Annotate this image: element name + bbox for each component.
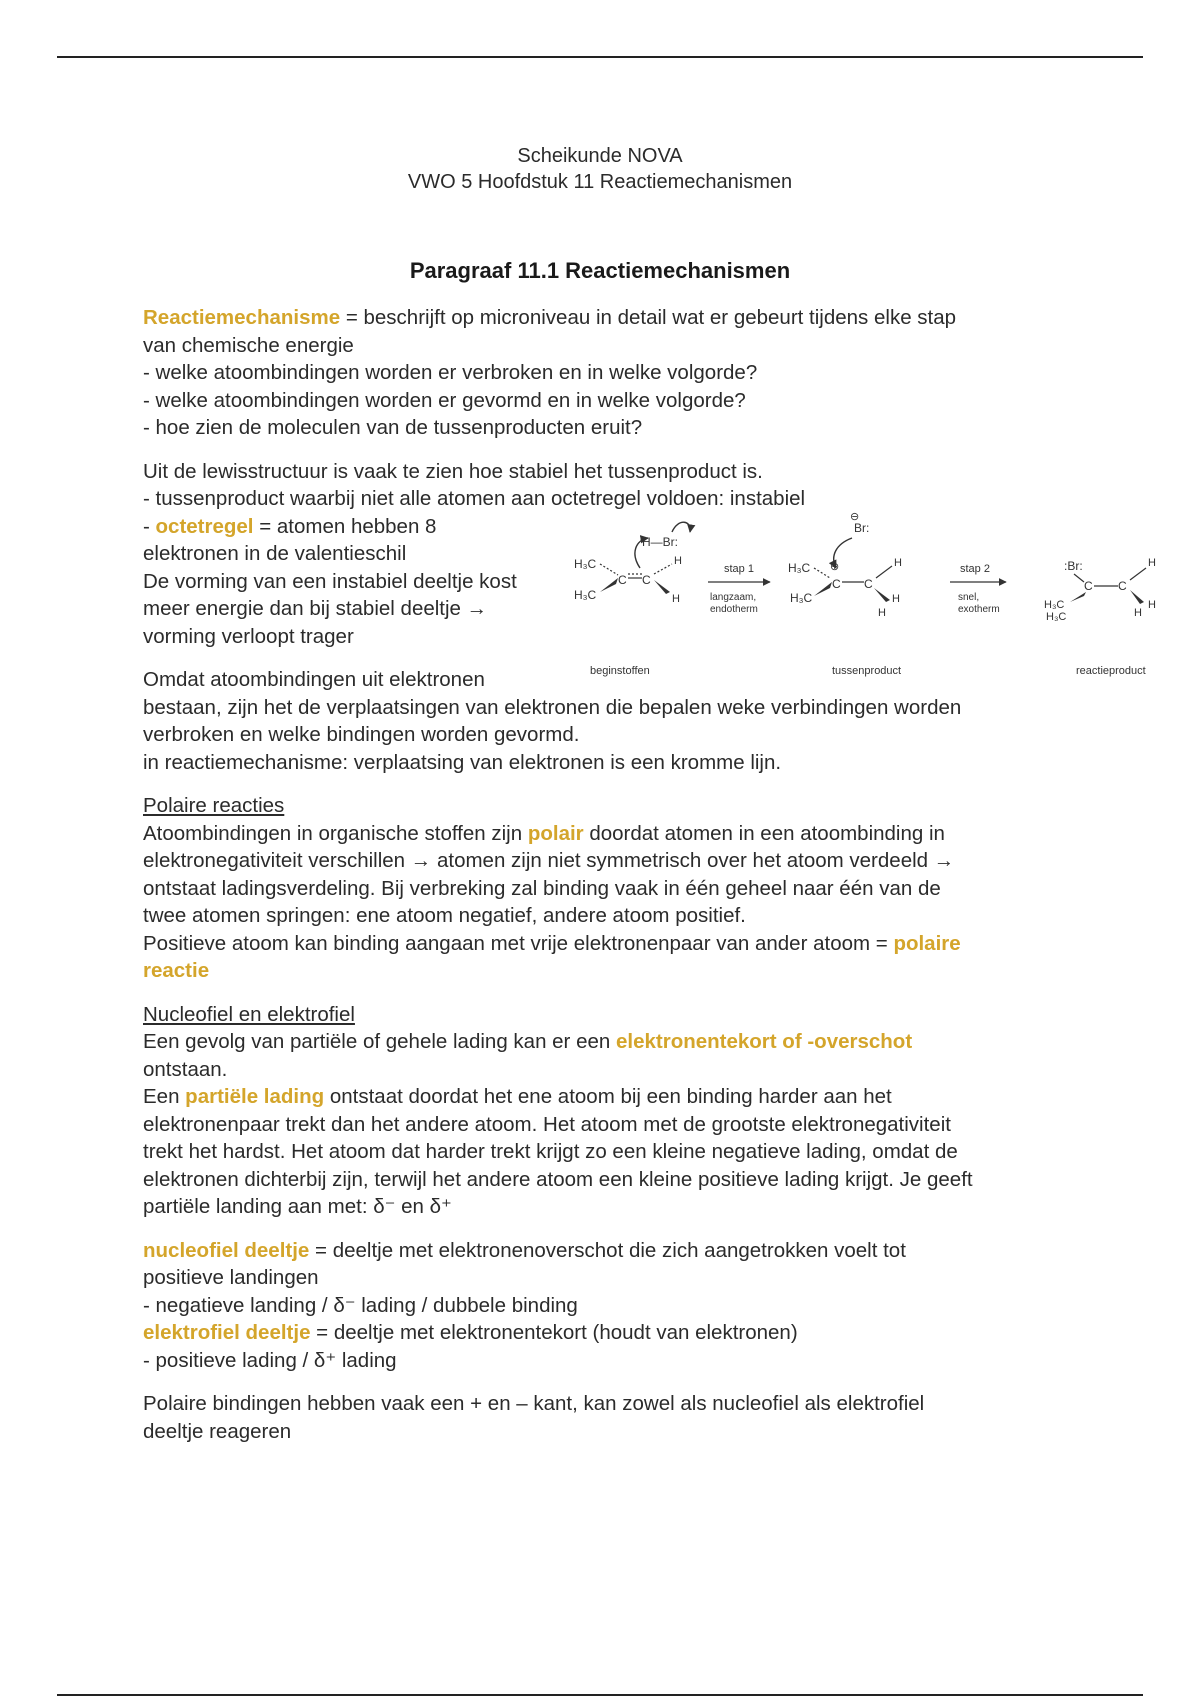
electrons-line: Omdat atoombindingen uit elektronen <box>143 668 485 691</box>
plus-charge: ⊕ <box>830 561 840 573</box>
step1-desc: endotherm <box>710 604 758 615</box>
polar-line: Atoombindingen in organische stoffen zijn polair doordat atomen in een atoombinding in <box>143 821 945 845</box>
carbon-label: C <box>832 577 841 591</box>
nucleo-line: Een partiële lading ontstaat doordat het ene atoom bij een binding harder aan het <box>143 1085 892 1108</box>
h3c-label: H₃C <box>790 591 813 605</box>
top-rule <box>57 56 1143 58</box>
wedge-bond <box>874 588 890 602</box>
carbon-label: C <box>642 573 651 587</box>
step1-desc: langzaam, <box>710 592 757 603</box>
label-tussenproduct: tussenproduct <box>832 665 902 677</box>
term-reactiemechanisme: Reactiemechanisme <box>143 306 341 329</box>
h-label: H <box>892 593 900 605</box>
polar-line: Positieve atoom kan binding aangaan met vrije elektronenpaar van ander atoom = polaire <box>143 931 961 955</box>
bond <box>876 566 892 578</box>
wedge-bond <box>654 580 670 594</box>
closing-line: Polaire bindingen hebben vaak een + en – kant, kan zowel als nucleofiel als elektrofiel <box>143 1392 925 1415</box>
particles-line: - negatieve landing / δ⁻ lading / dubbele binding <box>143 1293 578 1317</box>
stability-line: elektronen in de valentieschil <box>143 542 407 565</box>
stability-line: vorming verloopt trager <box>143 624 354 648</box>
heading-nucleofiel-elektrofiel: Nucleofiel en elektrofiel <box>143 1002 355 1026</box>
section-title: Paragraaf 11.1 Reactiemechanismen <box>409 258 791 283</box>
bottom-rule <box>57 1694 1143 1696</box>
h-label: H <box>674 555 682 567</box>
polar-line: elektronegativiteit verschillen → atomen zijn niet symmetrisch over het atoom verdeeld → <box>143 849 955 872</box>
wedge-bond <box>600 578 618 592</box>
h-label: H <box>894 557 902 569</box>
h-label: H <box>878 607 886 619</box>
bond <box>1074 574 1084 582</box>
nucleo-line: ontstaan. <box>143 1057 228 1081</box>
particles-line: positieve landingen <box>143 1266 319 1289</box>
nucleofiel-definition: nucleofiel deeltje = deeltje met elektronenoverschot die zich aangetrokken voelt tot <box>143 1238 906 1262</box>
bond <box>814 568 830 578</box>
h-label: H <box>1148 557 1156 569</box>
step2-desc: exotherm <box>958 604 1000 615</box>
nucleo-line: trekt het hardst. Het atoom dat harder trekt krijgt zo een kleine negatieve lading, omdat de <box>143 1140 958 1163</box>
stability-line: - tussenproduct waarbij niet alle atomen aan octetregel voldoen: instabiel <box>143 487 806 510</box>
h-label: H <box>1134 607 1142 619</box>
octet-definition: - octetregel = atomen hebben 8 <box>143 514 437 538</box>
content-body <box>143 304 1043 1445</box>
molecule-beginstoffen <box>574 522 690 677</box>
polar-line: twee atomen springen: ene atoom negatief, andere atoom positief. <box>143 904 746 927</box>
step2-desc: snel, <box>958 592 980 603</box>
bond <box>1130 568 1146 580</box>
step-1 <box>708 563 770 615</box>
document-header <box>0 143 1200 195</box>
heading-polaire-reacties: Polaire reacties <box>143 794 285 817</box>
hbr-label: H—Br: <box>642 535 678 549</box>
nucleo-line: Een gevolg van partiële of gehele lading kan er een elektronentekort of -overschot <box>143 1030 913 1053</box>
br-label: Br: <box>854 521 870 535</box>
step-2 <box>950 563 1006 615</box>
carbon-label: C <box>1084 579 1093 593</box>
wedge-bond <box>1130 590 1144 604</box>
electron-arrow-1 <box>672 522 690 532</box>
stability-line: Uit de lewisstructuur is vaak te zien hoe stabiel het tussenproduct is. <box>143 459 763 483</box>
br-charge: ⊖ <box>850 511 860 523</box>
bond <box>600 564 618 575</box>
term-elektrofiel-deeltje: elektrofiel deeltje <box>143 1321 311 1344</box>
br-label: :Br: <box>1064 559 1083 573</box>
nucleo-line: partiële landing aan met: δ⁻ en δ⁺ <box>143 1195 452 1218</box>
h3c-label: H₃C <box>574 588 597 602</box>
closing-line: deeltje reageren <box>143 1419 292 1443</box>
h3c-label: H₃C <box>1044 599 1065 611</box>
h3c-label: H₃C <box>1046 611 1067 623</box>
header-course: Scheikunde NOVA <box>517 145 683 167</box>
particles-line: - positieve lading / δ⁺ lading <box>143 1348 397 1372</box>
term-nucleofiel-deeltje: nucleofiel deeltje <box>143 1238 310 1262</box>
electrons-line: in reactiemechanisme: verplaatsing van elektronen is een kromme lijn. <box>143 750 782 774</box>
nucleo-line: elektronen dichterbij zijn, terwijl het andere atoom een kleine positieve lading krijgt. Je geeft <box>143 1167 973 1191</box>
term-polaire-reactie: polaire <box>893 931 961 955</box>
electrons-line: verbroken en welke bindingen worden gevormd. <box>143 723 580 746</box>
nucleo-line: elektronenpaar trekt dan het andere atoom. Het atoom met de grootste elektronegativiteit <box>143 1112 951 1136</box>
intro-definition: Reactiemechanisme = beschrijft op microniveau in detail wat er gebeurt tijdens elke stap <box>143 306 957 329</box>
h-label: H <box>1148 599 1156 611</box>
term-polaire-reactie-cont: reactie <box>143 959 210 982</box>
wedge-bond <box>814 582 832 596</box>
intro-bullet: - welke atoombindingen worden er gevormd en in welke volgorde? <box>143 388 746 412</box>
term-polair: polair <box>527 821 584 845</box>
molecule-reactieproduct <box>1044 557 1156 677</box>
term-partiele-lading: partiële lading <box>185 1085 325 1108</box>
carbon-label: C <box>864 577 873 591</box>
term-elektronentekort: elektronentekort of -overschot <box>615 1030 913 1053</box>
step2-label: stap 2 <box>960 563 990 575</box>
elektrofiel-definition: elektrofiel deeltje = deeltje met elektronentekort (houdt van elektronen) <box>143 1321 798 1344</box>
electrons-line: bestaan, zijn het de verplaatsingen van elektronen die bepalen weke verbindingen worden <box>143 695 962 719</box>
stability-line: De vorming van een instabiel deeltje kost <box>143 569 517 593</box>
h3c-label: H₃C <box>788 561 811 575</box>
carbon-label: C <box>618 573 627 587</box>
step1-label: stap 1 <box>724 563 754 575</box>
term-octetregel: octetregel <box>155 514 254 538</box>
h3c-label: H₃C <box>574 557 597 571</box>
h-label: H <box>672 593 680 605</box>
header-chapter: VWO 5 Hoofdstuk 11 Reactiemechanismen <box>407 171 793 193</box>
polar-line <box>143 957 1043 985</box>
polar-line: ontstaat ladingsverdeling. Bij verbreking zal binding vaak in één geheel naar één van de <box>143 876 941 900</box>
label-reactieproduct: reactieproduct <box>1076 665 1146 677</box>
reaction-mechanism-figure <box>574 508 1176 686</box>
intro-bullet: - welke atoombindingen worden er verbroken en in welke volgorde? <box>143 361 758 384</box>
wedge-bond <box>1070 592 1086 602</box>
intro-definition-cont: van chemische energie <box>143 333 354 357</box>
carbon-label: C <box>1118 579 1127 593</box>
reaction-diagram <box>574 508 1176 686</box>
intro-bullet: - hoe zien de moleculen van de tussenproducten eruit? <box>143 416 643 439</box>
label-beginstoffen: beginstoffen <box>590 665 650 677</box>
bond <box>654 564 672 574</box>
molecule-tussenproduct <box>788 511 902 677</box>
stability-line: meer energie dan bij stabiel deeltje → <box>143 597 488 620</box>
